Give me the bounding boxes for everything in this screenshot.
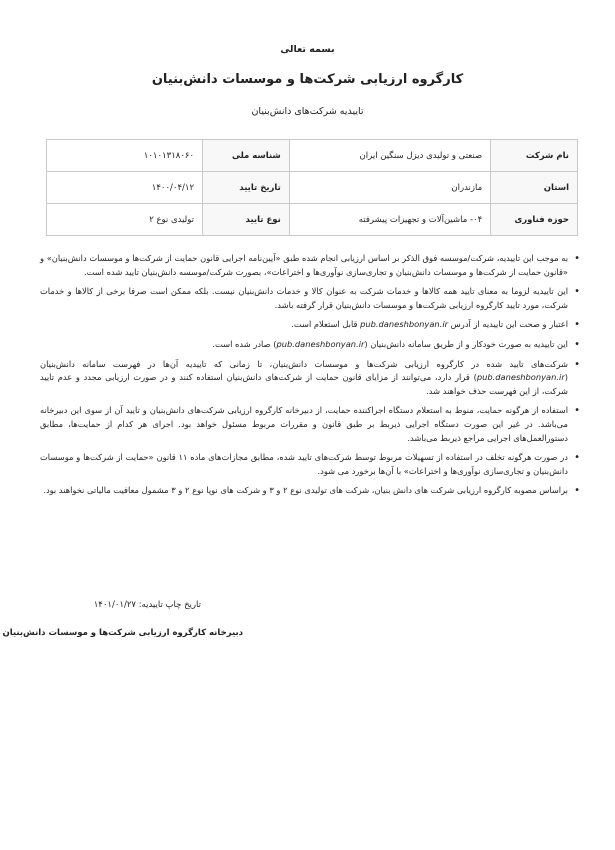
page-title: کارگروه ارزیابی شرکت‌ها و موسسات دانش‌بنیان [151, 72, 464, 87]
notes-list [40, 252, 582, 504]
note-text: اعتبار و صحت این تاییدیه از آدرس [448, 319, 568, 330]
company-info-table [46, 139, 578, 236]
note-text: شرکت‌های تایید شده در کارگروه ارزیابی شرکت‌ها و موسسات دانش‌بنیان، تا زمانی که تاییدیه آن‌ها در فهرست سامانه دانش‌بنیان ( [40, 358, 568, 383]
list-item [40, 318, 568, 332]
secretariat-signature: دبیرخانه کارگروه ارزیابی شرکت‌ها و موسسات دانش‌بنیان [2, 628, 243, 638]
list-item [40, 338, 568, 352]
note-text: قابل استعلام است. [291, 319, 361, 330]
note-text: این تاییدیه لزوما به معنای تایید همه کالاها و خدمات شرکت به عنوان کالا و خدمات دانش‌بنیان نیست. بلکه ممکن است صرفا برخی از کالاها و خدمات شرکت، مورد تایید کارگروه ارزیابی شرکت‌ها و موسسات دانش‌بنیان قرار گرفته باشد. [40, 286, 568, 310]
note-text: به موجب این تاییدیه، شرکت/موسسه فوق الذکر بر اساس ارزیابی انجام شده طبق «آیین‌نامه اجرایی قانون حمایت از شرکت‌ها و موسسات دانش‌بنیان» و «قانون حمایت از شرکت‌ها و موسسات دانش‌بنیان و تجاری‌سازی نوآوری‌ها و اختراعات»، بصورت شرکت/موسسه دانش‌بنیان تایید شده است. [40, 253, 568, 277]
list-item [40, 285, 568, 312]
table-row [47, 204, 578, 236]
note-text: براساس مصوبه کارگروه ارزیابی شرکت های دانش بنیان، شرکت های تولیدی نوع ۲ و ۳ و شرکت های نوپا نوع ۲ و ۳ مشمول معافیت مالیاتی نخواهند بود. [43, 485, 568, 496]
print-date-value: ۱۴۰۱/۰۱/۲۷ [93, 600, 136, 610]
company-name-label: نام شرکت [491, 140, 578, 172]
approval-type-value: تولیدی نوع ۲ [47, 204, 203, 236]
listing-url[interactable]: pub.daneshbonyan.ir [476, 372, 565, 383]
list-item [40, 404, 568, 445]
province-label: استان [491, 172, 578, 204]
list-item [40, 252, 568, 279]
print-date-label: تاریخ چاپ تاییدیه: [138, 600, 201, 610]
province-value: مازندران [289, 172, 490, 204]
print-date-line [94, 600, 201, 610]
tech-field-label: حوزه فناوری [491, 204, 578, 236]
list-item [40, 358, 568, 399]
approval-date-value: ۱۴۰۰/۰۴/۱۲ [47, 172, 203, 204]
note-text: استفاده از هرگونه حمایت، منوط به استعلام دستگاه اجراکننده حمایت، از دبیرخانه کارگروه ارزیابی شرکت‌های دانش‌بنیان و تایید آن از سوی این دبیرخانه می‌باشد. در غیر این صورت دستگاه اجرایی ذیربط بر طبق قانون و مقررات مربوط مسئول خواهد بود. اجرای هر کدام از حمایت‌ها، مطابق دستورالعمل‌های اجرایی مراجع ذیربط می‌باشد. [40, 405, 568, 443]
verification-url[interactable]: pub.daneshbonyan.ir [360, 319, 449, 330]
approval-date-label: تاریخ تایید [203, 172, 290, 204]
page-subtitle: تاییدیه شرکت‌های دانش‌بنیان [251, 106, 364, 117]
note-text: ) صادر شده است. [212, 338, 277, 349]
tech-field-value: ۰۴- ماشین‌آلات و تجهیزات پیشرفته [289, 204, 490, 236]
approval-type-label: نوع تایید [203, 204, 290, 236]
national-id-label: شناسه ملی [203, 140, 290, 172]
list-item [40, 484, 568, 498]
note-text: در صورت هرگونه تخلف در استفاده از تسهیلات مربوط توسط شرکت‌های تایید شده، مطابق مجازات‌های ماده ۱۱ قانون «حمایت از شرکت‌ها و موسسات دانش‌بنیان و تجاری‌سازی نوآوری‌ها و اختراعات» با آن‌ها برخورد می شود. [40, 452, 568, 476]
table-row [47, 140, 578, 172]
list-item [40, 451, 568, 478]
national-id-value: ۱۰۱۰۱۳۱۸۰۶۰ [47, 140, 203, 172]
company-name-value: صنعتی و تولیدی دیزل سنگین ایران [289, 140, 490, 172]
note-text: این تاییدیه به صورت خودکار و از طریق سامانه دانش‌بنیان ( [364, 338, 568, 349]
system-url[interactable]: pub.daneshbonyan.ir [276, 338, 365, 349]
table-row [47, 172, 578, 204]
bismillah-heading: بسمه تعالی [280, 44, 335, 55]
note-text: ) قرار دارد، می‌توانند از مزایای قانون حمایت از شرکت‌های دانش‌بنیان استفاده کنند و در صورت ارزیابی مجدد و عدم تایید شرکت، از این فهرست حذف خواهند شد. [40, 372, 568, 396]
